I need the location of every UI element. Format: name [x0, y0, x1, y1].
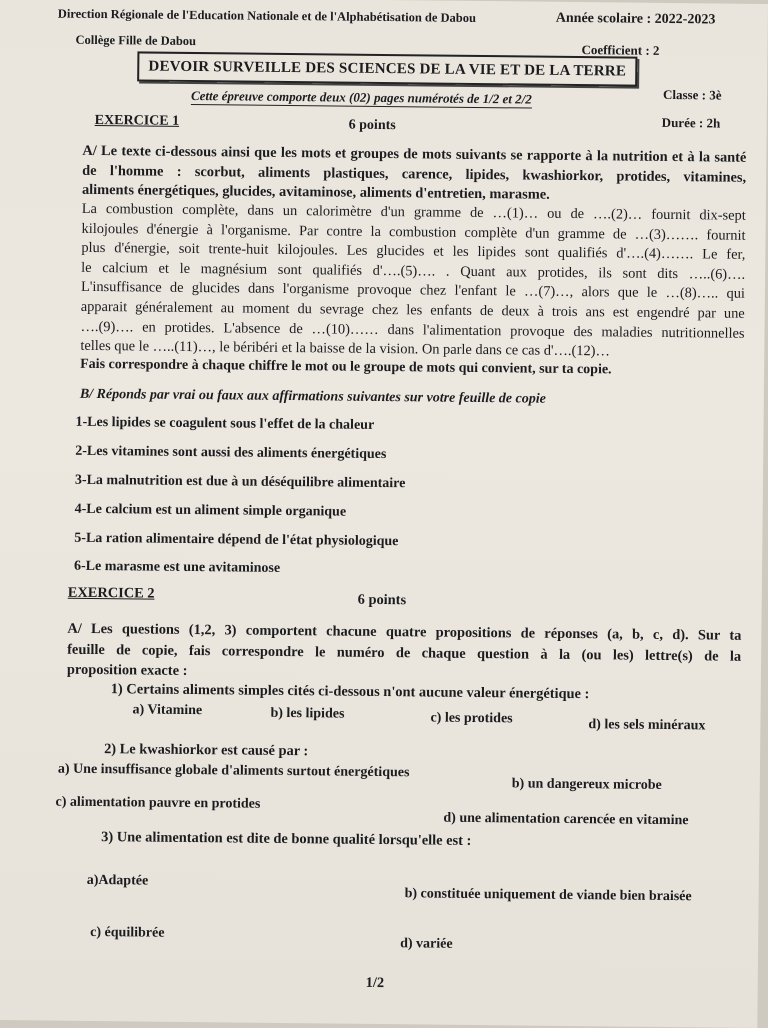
exercise-1-text	[80, 200, 746, 364]
header-duree: Durée : 2h	[661, 114, 721, 131]
intro-line: feuille de copie, fais correspondre le numéro de chaque question à la (ou les) lettre(s) de la	[67, 641, 742, 665]
exercise-1-points: 6 points	[348, 117, 396, 134]
question-3-option-d: d) variée	[400, 936, 453, 952]
question-3-option-c: c) équilibrée	[90, 924, 165, 941]
affirmation-2: 2-Les vitamines sont aussi des aliments énergétiques	[75, 443, 387, 463]
text-line: apparait généralement au moment du sevrage chez les enfants de deux à trois ans est engendré par une	[80, 298, 745, 322]
question-2-option-b: b) un dangereux microbe	[511, 776, 662, 793]
exercise-1-instruction: Fais correspondre à chaque chiffre le mot ou le groupe de mots qui convient, sur ta copie.	[80, 356, 612, 378]
text-line: telles que le …..(11)…, le béribéri et la baisse de la vision. On parle dans ce cas d'….(12)…	[80, 337, 610, 360]
question-2-option-d: d) une alimentation carencée en vitamine	[443, 810, 689, 829]
question-1-option-d: d) les sels minéraux	[588, 717, 706, 734]
exercise-2-points: 6 points	[357, 591, 407, 609]
part-a-line: aliments énergétiques, glucides, avitaminose, aliments d'entretien, marasme.	[81, 182, 550, 203]
exercise-2-title: EXERCICE 2	[67, 584, 155, 602]
intro-line: proposition exacte :	[66, 661, 188, 679]
text-line: le calcium et le magnésium sont qualifiés d'….(5)…. . Quant aux protides, ils sont dits …..(6)….	[81, 259, 746, 283]
part-b-title: B/ Réponds par vrai ou faux aux affirmations suivantes sur votre feuille de copie	[79, 386, 546, 407]
header-school-year: Année scolaire : 2022-2023	[555, 10, 716, 28]
exercise-1-part-a	[82, 142, 747, 208]
text-line: plus d'énergie, soit trente-huit kilojoules. Les glucides et les lipides sont qualifiés d'….(4)……. Le fer,	[81, 240, 746, 263]
page-number: 1/2	[365, 974, 385, 992]
exercise-2-intro	[67, 619, 742, 688]
text-line: L'insuffisance de glucides dans l'organisme provoque chez l'enfant le …(7)…, alors que le …(8)….. qui	[80, 279, 746, 303]
text-line: kilojoules d'énergie à l'organisme. Par contre la combustion complète d'un gramme de …(3)……. fournit	[81, 220, 746, 244]
header-college: Collège Fille de Dabou	[75, 32, 197, 49]
question-2-option-c: c) alimentation pauvre en protides	[55, 794, 261, 812]
question-2: 2) Le kwashiorkor est causé par :	[104, 741, 309, 760]
question-2-option-a: a) Une insuffisance globale d'aliments surtout énergétiques	[57, 761, 410, 781]
text-line: La combustion complète, dans un calorimètre d'un gramme de …(1)… ou de ….(2)… fournit dix-sept	[81, 200, 746, 224]
question-3-option-b: b) constituée uniquement de viande bien braisée	[404, 886, 692, 905]
affirmation-1: 1-Les lipides se coagulent sous l'effet de la chaleur	[75, 414, 375, 433]
part-a-line: A/ Le texte ci-dessous ainsi que les mots et groupes de mots suivants se rapporte à la nutrition et à la santé	[82, 142, 747, 166]
header-classe: Classe : 3è	[662, 86, 722, 103]
question-1-option-c: c) les protides	[430, 710, 513, 727]
header-direction: Direction Régionale de l'Education Nationale et de l'Alphabétisation de Dabou	[57, 6, 477, 25]
question-1-option-b: b) les lipides	[270, 705, 345, 722]
question-1-option-a: a) Vitamine	[132, 702, 203, 719]
exam-subtitle: Cette épreuve comporte deux (02) pages numérotés de 1/2 et 2/2	[190, 87, 532, 107]
affirmation-3: 3-La malnutrition est due à un déséquilibre alimentaire	[74, 472, 406, 492]
intro-line: A/ Les questions (1,2, 3) comportent chacune quatre propositions de réponses (a, b, c, d). Sur ta	[67, 620, 742, 644]
text-line: ….(9)…. en protides. L'absence de …(10)…… dans l'alimentation provoque des maladies nutritionnelles	[80, 318, 745, 342]
affirmation-6: 6-Le marasme est une avitaminose	[73, 558, 281, 576]
question-3-option-a: a)Adaptée	[86, 872, 149, 889]
question-3: 3) Une alimentation est dite de bonne qualité lorsqu'elle est :	[101, 829, 472, 849]
affirmation-4: 4-Le calcium est un aliment simple organique	[74, 501, 347, 520]
exercise-1-title: EXERCICE 1	[94, 112, 180, 129]
affirmation-5: 5-La ration alimentaire dépend de l'état physiologique	[74, 530, 399, 550]
header-coefficient: Coefficient : 2	[581, 42, 660, 58]
question-1: 1) Certains aliments simples cités ci-dessous n'ont aucune valeur énergétique :	[110, 681, 590, 703]
exam-title: DEVOIR SURVEILLE DES SCIENCES DE LA VIE ET DE LA TERRE	[137, 51, 637, 86]
part-a-line: de l'homme : scorbut, aliments plastiques, carence, lipides, kwashiorkor, protides, vitamines,	[82, 162, 747, 186]
